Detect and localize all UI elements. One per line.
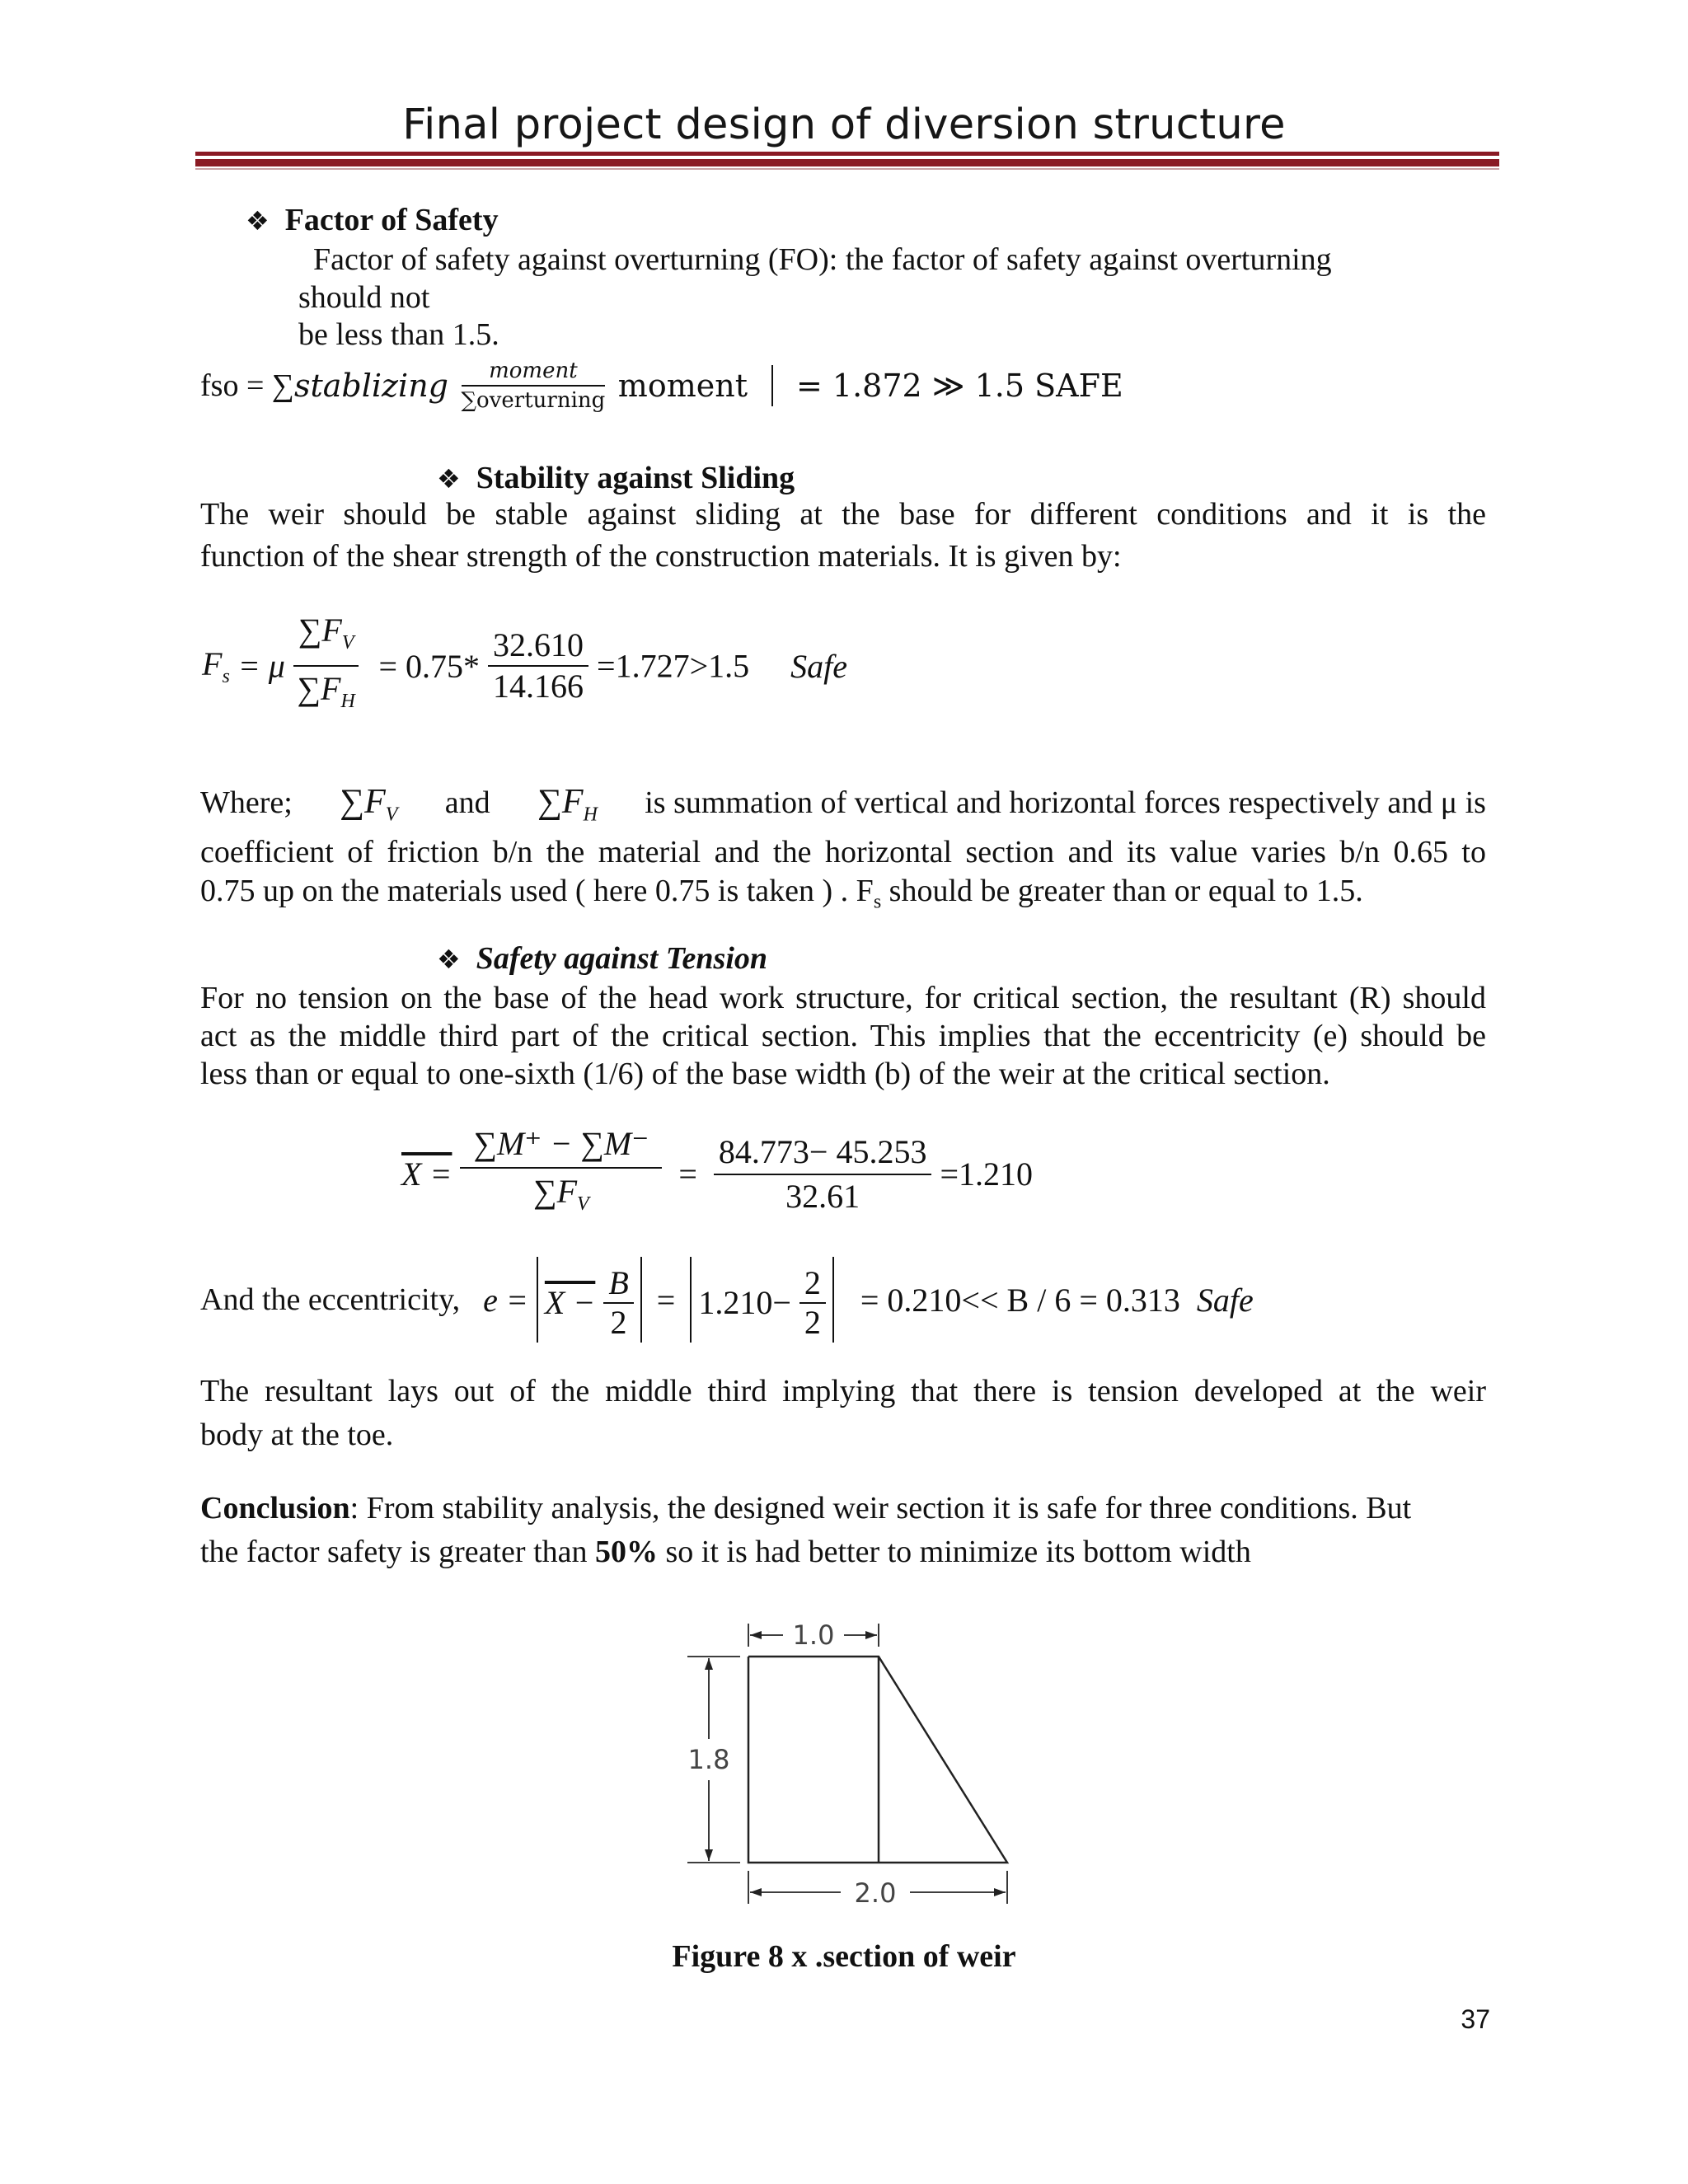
weir-section-figure [676,1615,1022,1920]
arrow-head-icon [705,1658,713,1670]
fs-lhs-var: F [202,644,223,682]
fs-val-den: 14.166 [493,668,584,705]
page-number: 37 [1461,2004,1490,2034]
xbar-equation [401,1121,1033,1236]
sliding-para-line2: function of the shear strength of the construction materials. It is given by: [200,539,1122,574]
sliding-equation [202,608,847,715]
fs-den-var: ∑F [297,670,341,707]
header-rule-thick [195,159,1499,166]
where-line1 [200,783,1486,833]
where-and: and [444,785,490,820]
sliding-heading-text: Stability against Sliding [476,461,795,495]
fos-frac-num: moment [462,357,606,387]
ecc-2-fraction [799,1264,826,1342]
where-fh [537,783,598,833]
where-line2: coefficient of friction b/n the material and the horizontal section and its value varies b/n 0.65 to [200,835,1486,869]
ecc-eq: = [656,1281,676,1319]
where-fv-sub: V [385,804,398,826]
fos-eq-prefix: fso = ∑ [200,368,294,403]
dim-top-label: 1.0 [792,1619,835,1651]
ecc-val: 1.210− [698,1283,791,1321]
fs-result: =1.727>1.5 [597,647,750,685]
header-rule [195,152,1499,156]
resultant-line2: body at the toe. [200,1418,394,1452]
arrow-head-icon [705,1849,713,1861]
conclusion-l2-b: so it is had better to minimize its bottom width [658,1535,1251,1569]
conclusion-l2-a: the factor safety is greater than [200,1535,595,1569]
diamond-bullet-icon: ❖ [246,205,270,237]
xbar-value-fraction [714,1131,932,1218]
where-fv [340,783,397,833]
ecc-abs-1 [537,1257,642,1343]
conclusion-label: Conclusion [200,1491,350,1526]
fs-lhs-sub: s [222,665,230,687]
xbar-vnum: 84.773− 45.253 [714,1131,932,1175]
xbar-den-var: ∑F [533,1173,578,1210]
conclusion-l1-rest: : From stability analysis, the designed weir section it is safe for three conditions. But [349,1491,1412,1526]
fs-fraction [293,608,359,724]
tension-heading [437,940,767,978]
fos-eq-result: = 1.872 ≫ 1.5 SAFE [795,368,1123,404]
sliding-para-line1: The weir should be stable against sliding at the base for different conditions and it is the [200,497,1486,532]
fs-coef: = 0.75* [378,647,481,685]
ecc-2num: 2 [799,1264,826,1304]
ecc-x: X − [544,1283,596,1321]
fos-heading-text: Factor of Safety [284,203,499,237]
xbar-eq: = [678,1155,697,1193]
figure-caption: Figure 8 x .section of weir [672,1939,1016,1974]
fos-eq-word: moment [617,368,748,404]
diamond-bullet-icon: ❖ [437,944,461,975]
fs-frac-num [293,608,359,667]
xbar-den [460,1169,662,1227]
fs-den-sub: H [340,691,355,712]
ecc-bnum: B [603,1264,633,1304]
fs-num-var: ∑F [298,612,342,649]
xbar-result: =1.210 [940,1155,1034,1193]
header-rule-thin [195,168,1499,170]
fos-abs-bar [771,365,773,406]
dim-bottom-label: 2.0 [854,1877,897,1909]
where-line3 [200,872,1363,921]
tension-line2: act as the middle third part of the critical section. This implies that the eccentricity (e) should be [200,1019,1486,1053]
fos-line1: Factor of safety against overturning (FO): the factor of safety against overturning [313,242,1332,277]
arrow-head-icon [750,1888,762,1896]
running-header: Final project design of diversion structure [402,101,1286,149]
ecc-2den: 2 [804,1303,821,1341]
eccentricity-equation [200,1257,1254,1347]
tension-heading-text: Safety against Tension [476,941,768,976]
fos-heading [246,201,499,240]
where-desc: is summation of vertical and horizontal forces respectively and μ is [645,785,1486,820]
ecc-result: = 0.210<< B / 6 = 0.313 [860,1281,1180,1319]
fs-frac-den [293,667,359,724]
xbar-fraction [460,1121,662,1227]
ecc-e: e = [483,1281,528,1319]
ecc-abs-2 [690,1257,834,1343]
fos-equation [200,357,1123,423]
tension-line3: less than or equal to one-sixth (1/6) of the base width (b) of the weir at the critical section. [200,1057,1330,1091]
fs-num-sub: V [341,632,354,654]
fs-verdict: Safe [790,647,848,685]
arrow-head-icon [750,1631,762,1639]
conclusion-l2-bold: 50% [595,1535,658,1569]
arrow-head-icon [865,1631,877,1639]
where-fv-var: ∑F [340,783,386,821]
where-l3-b: should be greater than or equal to 1.5. [881,874,1363,908]
where-l3-sub: s [873,891,882,913]
conclusion-line1 [200,1489,1486,1527]
diamond-bullet-icon: ❖ [437,463,461,494]
fos-eq-italic: stablizing [293,368,448,404]
ecc-verdict: Safe [1196,1281,1254,1319]
fos-line3: be less than 1.5. [298,317,499,352]
fos-frac-den: ∑overturning [461,388,606,413]
dim-left-label: 1.8 [687,1744,730,1775]
conclusion-line2 [200,1533,1251,1571]
where-l3-a: 0.75 up on the materials used ( here 0.75 is taken ) . F [200,874,874,908]
fs-val-num: 32.610 [488,626,588,667]
xbar-den-sub: V [577,1193,589,1215]
xbar-lhs: X = [401,1155,452,1193]
where-fh-var: ∑F [537,783,584,821]
fs-mu: = μ [237,647,285,685]
fs-value-fraction [488,626,588,706]
sliding-heading [437,459,795,498]
ecc-b-fraction [603,1264,633,1342]
fos-line2: should not [298,280,430,315]
where-fh-sub: H [583,804,598,826]
fos-fraction [462,357,606,415]
arrow-head-icon [994,1888,1006,1896]
tension-line1: For no tension on the base of the head work structure, for critical section, the resultant (R) should [200,981,1486,1015]
resultant-line1: The resultant lays out of the middle third implying that there is tension developed at the weir [200,1374,1486,1408]
ecc-label: And the eccentricity, [200,1282,461,1317]
fs-lhs [202,644,230,687]
ecc-bden: 2 [610,1303,627,1341]
xbar-vden: 32.61 [785,1177,860,1215]
xbar-num: ∑M⁺ − ∑M⁻ [460,1121,662,1169]
where-label: Where; [200,785,293,820]
